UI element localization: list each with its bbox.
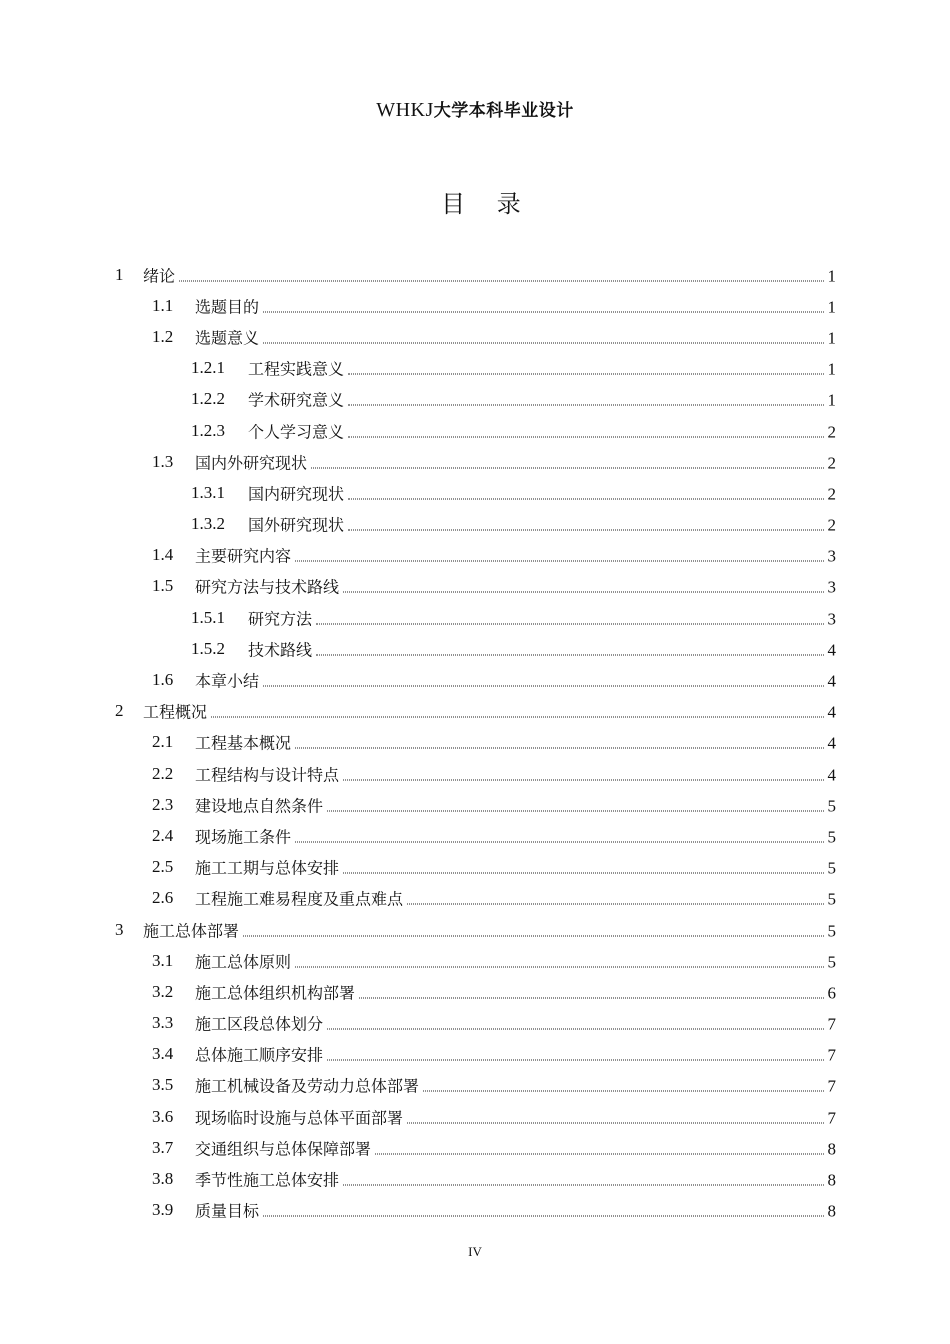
toc-entry-page: 1 xyxy=(827,266,836,286)
toc-entry-line xyxy=(143,263,836,286)
toc-entry-number: 1.5.1 xyxy=(191,607,225,627)
toc-dot-leader xyxy=(179,280,824,281)
toc-entry-page: 5 xyxy=(827,796,836,816)
toc-entry-number: 2.4 xyxy=(152,825,174,845)
toc-entry-number: 2.6 xyxy=(152,888,174,908)
toc-entry-page: 6 xyxy=(827,983,836,1003)
toc-dot-leader xyxy=(295,748,824,749)
toc-entry[interactable] xyxy=(0,758,950,789)
toc-dot-leader xyxy=(423,1091,824,1092)
toc-dot-leader xyxy=(348,436,824,437)
toc-dot-leader xyxy=(316,654,824,655)
toc-dot-leader xyxy=(348,498,824,499)
toc-entry[interactable] xyxy=(0,664,950,695)
toc-entry-line xyxy=(195,980,836,1003)
toc-entry-page: 2 xyxy=(827,515,836,535)
toc-entry-number: 3.8 xyxy=(152,1169,174,1189)
toc-dot-leader xyxy=(327,810,824,811)
toc-entry[interactable] xyxy=(0,259,950,290)
toc-entry-label: 国外研究现状 xyxy=(248,515,345,535)
toc-entry-page: 4 xyxy=(827,702,836,722)
toc-entry-label: 技术路线 xyxy=(248,640,313,660)
toc-entry[interactable] xyxy=(0,1008,950,1039)
toc-dot-leader xyxy=(407,1122,824,1123)
toc-entry[interactable] xyxy=(0,727,950,758)
toc-entry-number: 1.3.2 xyxy=(191,514,225,534)
toc-entry[interactable] xyxy=(0,477,950,508)
toc-entry-label: 施工总体原则 xyxy=(195,952,292,972)
toc-entry-number: 1.5.2 xyxy=(191,638,225,658)
toc-entry[interactable] xyxy=(0,914,950,945)
toc-dot-leader xyxy=(343,1185,824,1186)
toc-entry-number: 3.1 xyxy=(152,950,174,970)
toc-entry[interactable] xyxy=(0,384,950,415)
toc-entry[interactable] xyxy=(0,353,950,384)
toc-entry-line xyxy=(195,762,836,785)
toc-entry-label: 工程基本概况 xyxy=(195,733,292,753)
toc-entry-line xyxy=(248,419,836,442)
toc-entry-page: 1 xyxy=(827,328,836,348)
toc-entry-page: 7 xyxy=(827,1076,836,1096)
toc-entry-page: 7 xyxy=(827,1108,836,1128)
toc-entry[interactable] xyxy=(0,852,950,883)
toc-entry-label: 绪论 xyxy=(143,266,176,286)
toc-entry-page: 3 xyxy=(827,609,836,629)
toc-entry-page: 1 xyxy=(827,359,836,379)
toc-entry[interactable] xyxy=(0,1195,950,1226)
toc-entry-label: 本章小结 xyxy=(195,671,260,691)
toc-entry-number: 2.1 xyxy=(152,732,174,752)
toc-entry-page: 3 xyxy=(827,577,836,597)
toc-entry-line xyxy=(195,544,836,567)
toc-entry[interactable] xyxy=(0,945,950,976)
toc-dot-leader xyxy=(295,841,824,842)
toc-entry[interactable] xyxy=(0,1039,950,1070)
toc-entry-number: 3 xyxy=(115,919,124,939)
toc-entry[interactable] xyxy=(0,446,950,477)
toc-entry-line xyxy=(248,606,836,629)
toc-entry[interactable] xyxy=(0,290,950,321)
toc-entry-number: 1.2.1 xyxy=(191,358,225,378)
toc-entry-label: 学术研究意义 xyxy=(248,390,345,410)
toc-entry-line xyxy=(248,481,836,504)
toc-entry-line xyxy=(195,731,836,754)
header-title: 大学本科毕业设计 xyxy=(433,101,574,121)
toc-entry[interactable] xyxy=(0,1070,950,1101)
toc-entry-number: 3.5 xyxy=(152,1075,174,1095)
toc-entry-line xyxy=(195,1012,836,1035)
toc-entry-label: 工程结构与设计特点 xyxy=(195,765,340,785)
toc-entry-label: 施工区段总体划分 xyxy=(195,1014,324,1034)
toc-entry-page: 3 xyxy=(827,546,836,566)
toc-entry-label: 主要研究内容 xyxy=(195,546,292,566)
toc-entry-line xyxy=(195,856,836,879)
toc-entry[interactable] xyxy=(0,1132,950,1163)
toc-entry-number: 1.4 xyxy=(152,545,174,565)
toc-entry-number: 2.3 xyxy=(152,794,174,814)
toc-entry-page: 5 xyxy=(827,952,836,972)
toc-dot-leader xyxy=(243,935,824,936)
toc-entry-label: 国内外研究现状 xyxy=(195,453,308,473)
toc-entry-label: 研究方法与技术路线 xyxy=(195,577,340,597)
toc-entry-label: 质量目标 xyxy=(195,1201,260,1221)
toc-entry-page: 1 xyxy=(827,390,836,410)
toc-entry-label: 施工总体组织机构部署 xyxy=(195,983,356,1003)
toc-title: 目 录 xyxy=(441,190,533,218)
toc-dot-leader xyxy=(295,966,824,967)
toc-entry-page: 7 xyxy=(827,1045,836,1065)
toc-entry-line xyxy=(248,513,836,536)
toc-entry-line xyxy=(195,1199,836,1222)
header-org: WHKJ xyxy=(376,99,434,121)
toc-entry-number: 1.2 xyxy=(152,326,174,346)
toc-entry-line xyxy=(195,575,836,598)
toc-entry-number: 1.6 xyxy=(152,670,174,690)
toc-entry-page: 2 xyxy=(827,422,836,442)
toc-entry-page: 4 xyxy=(827,671,836,691)
toc-entry-line xyxy=(195,450,836,473)
toc-dot-leader xyxy=(263,342,824,343)
toc-entry-number: 1.3.1 xyxy=(191,482,225,502)
toc-dot-leader xyxy=(295,561,824,562)
toc-entry-label: 交通组织与总体保障部署 xyxy=(195,1139,372,1159)
toc-entry-number: 3.3 xyxy=(152,1013,174,1033)
toc-entry-page: 2 xyxy=(827,453,836,473)
page-header xyxy=(0,96,950,122)
toc-entry-page: 8 xyxy=(827,1170,836,1190)
toc-dot-leader xyxy=(348,405,824,406)
toc-entry[interactable] xyxy=(0,415,950,446)
toc-entry-label: 工程实践意义 xyxy=(248,359,345,379)
toc-entry-line xyxy=(195,1074,836,1097)
toc-entry-line xyxy=(195,1136,836,1159)
toc-entry-line xyxy=(248,357,836,380)
toc-dot-leader xyxy=(375,1153,824,1154)
toc-entry[interactable] xyxy=(0,1163,950,1194)
toc-entry-line xyxy=(248,388,836,411)
toc-entry-number: 2.2 xyxy=(152,763,174,783)
toc-entry[interactable] xyxy=(0,571,950,602)
toc-entry-label: 工程施工难易程度及重点难点 xyxy=(195,889,404,909)
toc-entry-label: 现场临时设施与总体平面部署 xyxy=(195,1108,404,1128)
toc-entry-page: 4 xyxy=(827,765,836,785)
toc-dot-leader xyxy=(348,530,824,531)
toc-entry-number: 2.5 xyxy=(152,857,174,877)
toc-entry-label: 个人学习意义 xyxy=(248,422,345,442)
toc-entry-number: 1.1 xyxy=(152,295,174,315)
toc-entry-number: 1.3 xyxy=(152,451,174,471)
table-of-contents xyxy=(0,259,950,1226)
toc-dot-leader xyxy=(343,873,824,874)
toc-entry-label: 选题目的 xyxy=(195,297,260,317)
toc-entry-number: 3.9 xyxy=(152,1200,174,1220)
toc-entry-line xyxy=(195,949,836,972)
toc-dot-leader xyxy=(263,686,824,687)
toc-entry[interactable] xyxy=(0,820,950,851)
toc-entry-page: 2 xyxy=(827,484,836,504)
toc-entry-label: 施工工期与总体安排 xyxy=(195,858,340,878)
toc-entry-line xyxy=(195,669,836,692)
toc-dot-leader xyxy=(327,1029,824,1030)
toc-entry[interactable] xyxy=(0,633,950,664)
toc-dot-leader xyxy=(359,997,824,998)
toc-entry-number: 1.5 xyxy=(152,576,174,596)
toc-entry-label: 建设地点自然条件 xyxy=(195,796,324,816)
toc-entry-page: 1 xyxy=(827,297,836,317)
toc-entry-number: 1.2.3 xyxy=(191,420,225,440)
toc-entry[interactable] xyxy=(0,602,950,633)
toc-entry-page: 8 xyxy=(827,1139,836,1159)
toc-dot-leader xyxy=(211,717,824,718)
toc-entry[interactable] xyxy=(0,976,950,1007)
toc-entry-number: 2 xyxy=(115,701,124,721)
toc-entry-label: 研究方法 xyxy=(248,609,313,629)
toc-entry-page: 4 xyxy=(827,640,836,660)
toc-entry-label: 国内研究现状 xyxy=(248,484,345,504)
toc-entry-number: 3.4 xyxy=(152,1044,174,1064)
toc-entry-line xyxy=(195,1105,836,1128)
toc-entry-number: 1 xyxy=(115,264,124,284)
toc-dot-leader xyxy=(263,1216,824,1217)
toc-entry-label: 施工机械设备及劳动力总体部署 xyxy=(195,1076,420,1096)
toc-entry-line xyxy=(195,1043,836,1066)
toc-entry-page: 5 xyxy=(827,858,836,878)
toc-entry-number: 1.2.2 xyxy=(191,389,225,409)
toc-entry-line xyxy=(195,294,836,317)
toc-dot-leader xyxy=(263,311,824,312)
toc-entry-line xyxy=(143,918,836,941)
toc-entry[interactable] xyxy=(0,321,950,352)
toc-entry-page: 8 xyxy=(827,1201,836,1221)
toc-entry-line xyxy=(195,325,836,348)
toc-entry-page: 5 xyxy=(827,827,836,847)
toc-entry-label: 现场施工条件 xyxy=(195,827,292,847)
toc-entry-page: 5 xyxy=(827,921,836,941)
toc-dot-leader xyxy=(311,467,824,468)
toc-entry-line xyxy=(195,793,836,816)
toc-entry-label: 总体施工顺序安排 xyxy=(195,1045,324,1065)
toc-dot-leader xyxy=(407,904,824,905)
toc-entry[interactable] xyxy=(0,1101,950,1132)
toc-entry-line xyxy=(248,637,836,660)
toc-entry-label: 季节性施工总体安排 xyxy=(195,1170,340,1190)
toc-entry[interactable] xyxy=(0,540,950,571)
toc-entry-number: 3.7 xyxy=(152,1137,174,1157)
toc-entry-line xyxy=(195,1168,836,1191)
toc-dot-leader xyxy=(348,374,824,375)
toc-entry-number: 3.2 xyxy=(152,981,174,1001)
toc-dot-leader xyxy=(327,1060,824,1061)
toc-dot-leader xyxy=(316,623,824,624)
toc-dot-leader xyxy=(343,592,824,593)
toc-entry-page: 7 xyxy=(827,1014,836,1034)
toc-entry-line xyxy=(195,887,836,910)
toc-dot-leader xyxy=(343,779,824,780)
toc-entry-number: 3.6 xyxy=(152,1106,174,1126)
toc-entry-line xyxy=(195,824,836,847)
toc-entry-line xyxy=(143,700,836,723)
toc-entry-page: 4 xyxy=(827,733,836,753)
toc-entry[interactable] xyxy=(0,883,950,914)
toc-entry[interactable] xyxy=(0,789,950,820)
toc-entry-label: 施工总体部署 xyxy=(143,921,240,941)
toc-entry-page: 5 xyxy=(827,889,836,909)
toc-entry[interactable] xyxy=(0,509,950,540)
toc-entry[interactable] xyxy=(0,696,950,727)
page-number: IV xyxy=(468,1244,482,1259)
toc-entry-label: 选题意义 xyxy=(195,328,260,348)
toc-entry-label: 工程概况 xyxy=(143,702,208,722)
